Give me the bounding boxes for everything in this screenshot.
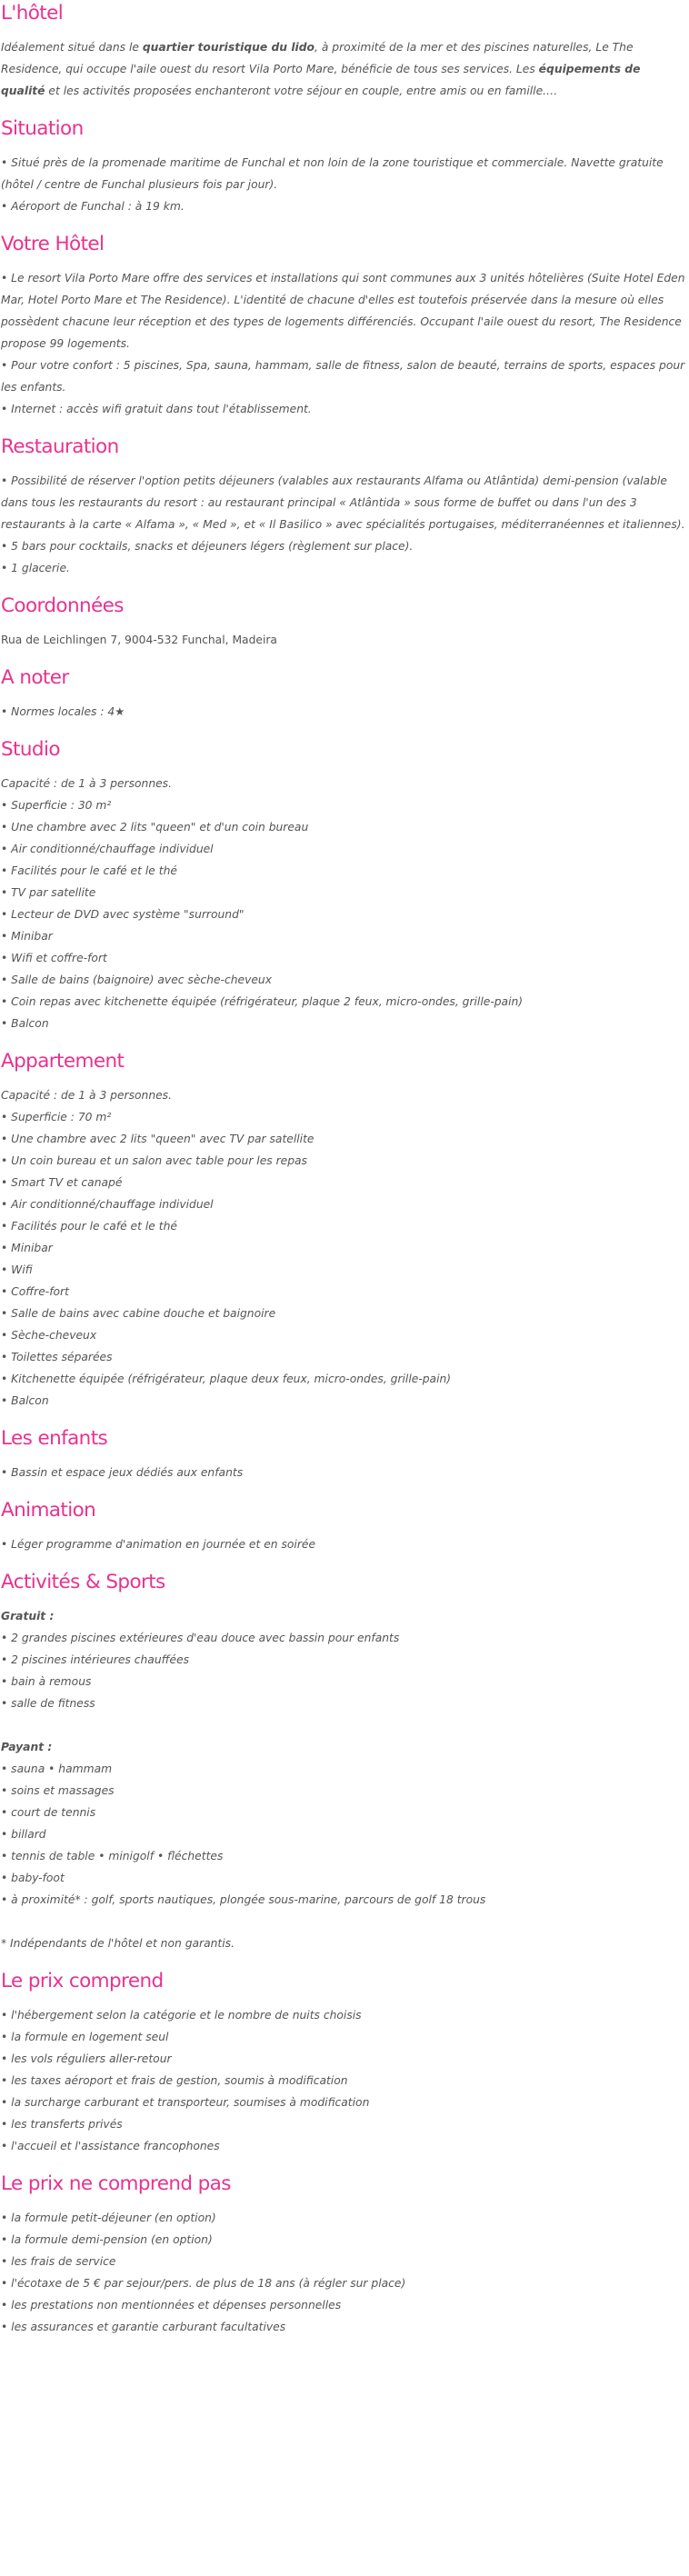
list-item: • Pour votre confort : 5 piscines, Spa, sauna, hammam, salle de fitness, salon de beauté, terrains de sports, espaces pour les enfants. (1, 359, 685, 394)
list-item: • Wifi et coffre-fort (1, 952, 107, 964)
situation-list (1, 152, 688, 217)
list-item: • Internet : accès wifi gratuit dans tout l'établissement. (1, 403, 312, 415)
list-item: • les assurances et garantie carburant facultatives (1, 2321, 286, 2333)
list-item: • l'hébergement selon la catégorie et le nombre de nuits choisis (1, 2009, 362, 2022)
restauration-list (1, 470, 688, 579)
hotel-intro-part: Idéalement situé dans le (1, 41, 143, 54)
studio-list (1, 773, 688, 1034)
hotel-intro-part: , à proximité de la mer et des piscines naturelles, Le The Residence, qui occupe l'aile ouest du resort Vila Porto Mare, bénéficie de tous ses services. Les (1, 41, 634, 75)
section-title-studio: Studio (1, 738, 60, 761)
list-item: • tennis de table • minigolf • fléchettes (1, 1850, 224, 1862)
list-item: Capacité : de 1 à 3 personnes. (1, 777, 173, 790)
list-item: • Une chambre avec 2 lits "queen" et d'un coin bureau (1, 821, 309, 834)
list-item: • Normes locales : 4★ (1, 705, 125, 718)
section-prix-comprend (1, 1968, 688, 2157)
section-title-enfants: Les enfants (1, 1427, 108, 1450)
list-item: • Minibar (1, 930, 53, 943)
section-coordonnees (1, 593, 688, 651)
list-item: • baby-foot (1, 1872, 65, 1884)
section-title-votre-hotel: Votre Hôtel (1, 233, 105, 255)
list-item: • Wifi (1, 1263, 33, 1276)
gratuit-label: Gratuit : (1, 1610, 55, 1622)
hotel-intro (1, 36, 688, 102)
list-item: • la formule en logement seul (1, 2031, 169, 2043)
section-restauration (1, 434, 688, 579)
list-item: • Sèche-cheveux (1, 1329, 97, 1342)
list-item: • Smart TV et canapé (1, 1176, 123, 1189)
prix-ne-comprend-list (1, 2207, 688, 2338)
section-title-hotel: L'hôtel (1, 2, 64, 25)
enfants-list (1, 1462, 688, 1483)
list-item: • Le resort Vila Porto Mare offre des services et installations qui sont communes aux 3 unités hôtelières (Suite Hotel Eden Mar, Hotel Porto Mare et The Residence). L'identité de chacune d'elles est toutefois préservée dans la mesure où elles possèdent chacune leur réception et des types de logements différenciés. Occupant l'aile ouest du resort, The Residence propose 99 logements. (1, 272, 685, 350)
hotel-intro-bold: quartier touristique du lido (142, 41, 315, 54)
section-title-a-noter: A noter (1, 666, 69, 689)
section-title-appartement: Appartement (1, 1050, 125, 1073)
list-item: • Coffre-fort (1, 1285, 69, 1298)
list-item: • billard (1, 1828, 46, 1841)
gratuit-list (1, 1627, 688, 1714)
list-item: • l'accueil et l'assistance francophones (1, 2140, 220, 2152)
activites-note: * Indépendants de l'hôtel et non garantis. (1, 1937, 235, 1950)
section-activites (1, 1569, 688, 1954)
section-title-situation: Situation (1, 117, 84, 140)
list-item: • Salle de bains (baignoire) avec sèche-cheveux (1, 973, 272, 986)
hotel-intro-part: et les activités proposées enchanteront votre séjour en couple, entre amis ou en famille.… (45, 85, 558, 97)
section-title-animation: Animation (1, 1499, 96, 1522)
list-item: • à proximité* : golf, sports nautiques, plongée sous-marine, parcours de golf 18 trous (1, 1893, 486, 1906)
section-appartement (1, 1048, 688, 1412)
list-item: • 1 glacerie. (1, 562, 70, 574)
animation-list (1, 1533, 688, 1555)
list-item: • Superficie : 30 m² (1, 799, 112, 812)
list-item: • l'écotaxe de 5 € par sejour/pers. de plus de 18 ans (à régler sur place) (1, 2277, 406, 2290)
list-item: • 5 bars pour cocktails, snacks et déjeuners légers (règlement sur place). (1, 540, 414, 553)
list-item: Capacité : de 1 à 3 personnes. (1, 1089, 173, 1102)
section-title-restauration: Restauration (1, 435, 119, 458)
list-item: • Aéroport de Funchal : à 19 km. (1, 200, 185, 213)
section-prix-ne-comprend (1, 2171, 688, 2338)
list-item: • Une chambre avec 2 lits "queen" avec TV par satellite (1, 1133, 315, 1145)
spacer (1, 1714, 688, 1736)
list-item: • Possibilité de réserver l'option petits déjeuners (valables aux restaurants Alfama ou Atlântida) demi-pension (valable dans tous les restaurants du resort : au restaurant principal « Atlântida » sous forme de buffet ou dans l'un des 3 restaurants à la carte « Alfama », « Med », et « Il Basilico » avec spécialités portugaises, méditerranéennes et italiennes). (1, 474, 685, 531)
spacer (1, 1911, 688, 1932)
list-item: • Un coin bureau et un salon avec table pour les repas (1, 1154, 307, 1167)
list-item: • 2 grandes piscines extérieures d'eau douce avec bassin pour enfants (1, 1632, 400, 1644)
list-item: • Facilités pour le café et le thé (1, 1220, 177, 1233)
list-item: • la surcharge carburant et transporteur, soumises à modification (1, 2096, 370, 2109)
list-item: • Situé près de la promenade maritime de Funchal et non loin de la zone touristique et commerciale. Navette gratuite (hôtel / centre de Funchal plusieurs fois par jour). (1, 156, 664, 191)
list-item: • Air conditionné/chauffage individuel (1, 1198, 214, 1211)
list-item: • Coin repas avec kitchenette équipée (réfrigérateur, plaque 2 feux, micro-ondes, grille-pain) (1, 995, 524, 1008)
hotel-intro-bold: équipements de qualité (1, 63, 641, 97)
list-item: • Superficie : 70 m² (1, 1111, 112, 1123)
section-title-activites: Activités & Sports (1, 1571, 165, 1593)
section-title-prix-comprend: Le prix comprend (1, 1970, 164, 1992)
list-item: • les vols réguliers aller-retour (1, 2052, 172, 2065)
list-item: • la formule petit-déjeuner (en option) (1, 2212, 216, 2224)
list-item: • sauna • hammam (1, 1762, 113, 1775)
list-item: • TV par satellite (1, 886, 96, 899)
list-item: • Lecteur de DVD avec système "surround" (1, 908, 245, 921)
prix-comprend-list (1, 2004, 688, 2157)
list-item: • la formule demi-pension (en option) (1, 2233, 213, 2246)
section-title-prix-ne-comprend: Le prix ne comprend pas (1, 2172, 231, 2195)
list-item: • les taxes aéroport et frais de gestion, soumis à modification (1, 2074, 348, 2087)
list-item: • les transferts privés (1, 2118, 123, 2131)
section-situation (1, 115, 688, 217)
appartement-list (1, 1084, 688, 1412)
list-item: • Facilités pour le café et le thé (1, 864, 177, 877)
a-noter-list (1, 701, 688, 723)
section-studio (1, 736, 688, 1034)
list-item: • Minibar (1, 1242, 53, 1254)
section-votre-hotel (1, 231, 688, 420)
section-enfants (1, 1425, 688, 1483)
list-item: • salle de fitness (1, 1697, 95, 1710)
list-item: • les frais de service (1, 2255, 116, 2268)
hotel-address: Rua de Leichlingen 7, 9004-532 Funchal, Madeira (1, 634, 277, 646)
section-a-noter (1, 664, 688, 723)
list-item: • Salle de bains avec cabine douche et baignoire (1, 1307, 276, 1320)
list-item: • 2 piscines intérieures chauffées (1, 1653, 190, 1666)
list-item: • Air conditionné/chauffage individuel (1, 843, 214, 855)
section-title-coordonnees: Coordonnées (1, 594, 124, 617)
list-item: • soins et massages (1, 1784, 115, 1797)
list-item: • Léger programme d'animation en journée et en soirée (1, 1538, 316, 1551)
list-item: • Kitchenette équipée (réfrigérateur, plaque deux feux, micro-ondes, grille-pain) (1, 1373, 452, 1385)
section-hotel (1, 0, 688, 102)
list-item: • Toilettes séparées (1, 1351, 113, 1363)
payant-list (1, 1758, 688, 1911)
list-item: • bain à remous (1, 1675, 92, 1688)
votre-hotel-list (1, 267, 688, 420)
list-item: • les prestations non mentionnées et dépenses personnelles (1, 2299, 342, 2311)
list-item: • Balcon (1, 1394, 49, 1407)
list-item: • Balcon (1, 1017, 49, 1030)
list-item: • Bassin et espace jeux dédiés aux enfants (1, 1466, 244, 1479)
payant-label: Payant : (1, 1741, 53, 1753)
list-item: • court de tennis (1, 1806, 96, 1819)
section-animation (1, 1497, 688, 1555)
